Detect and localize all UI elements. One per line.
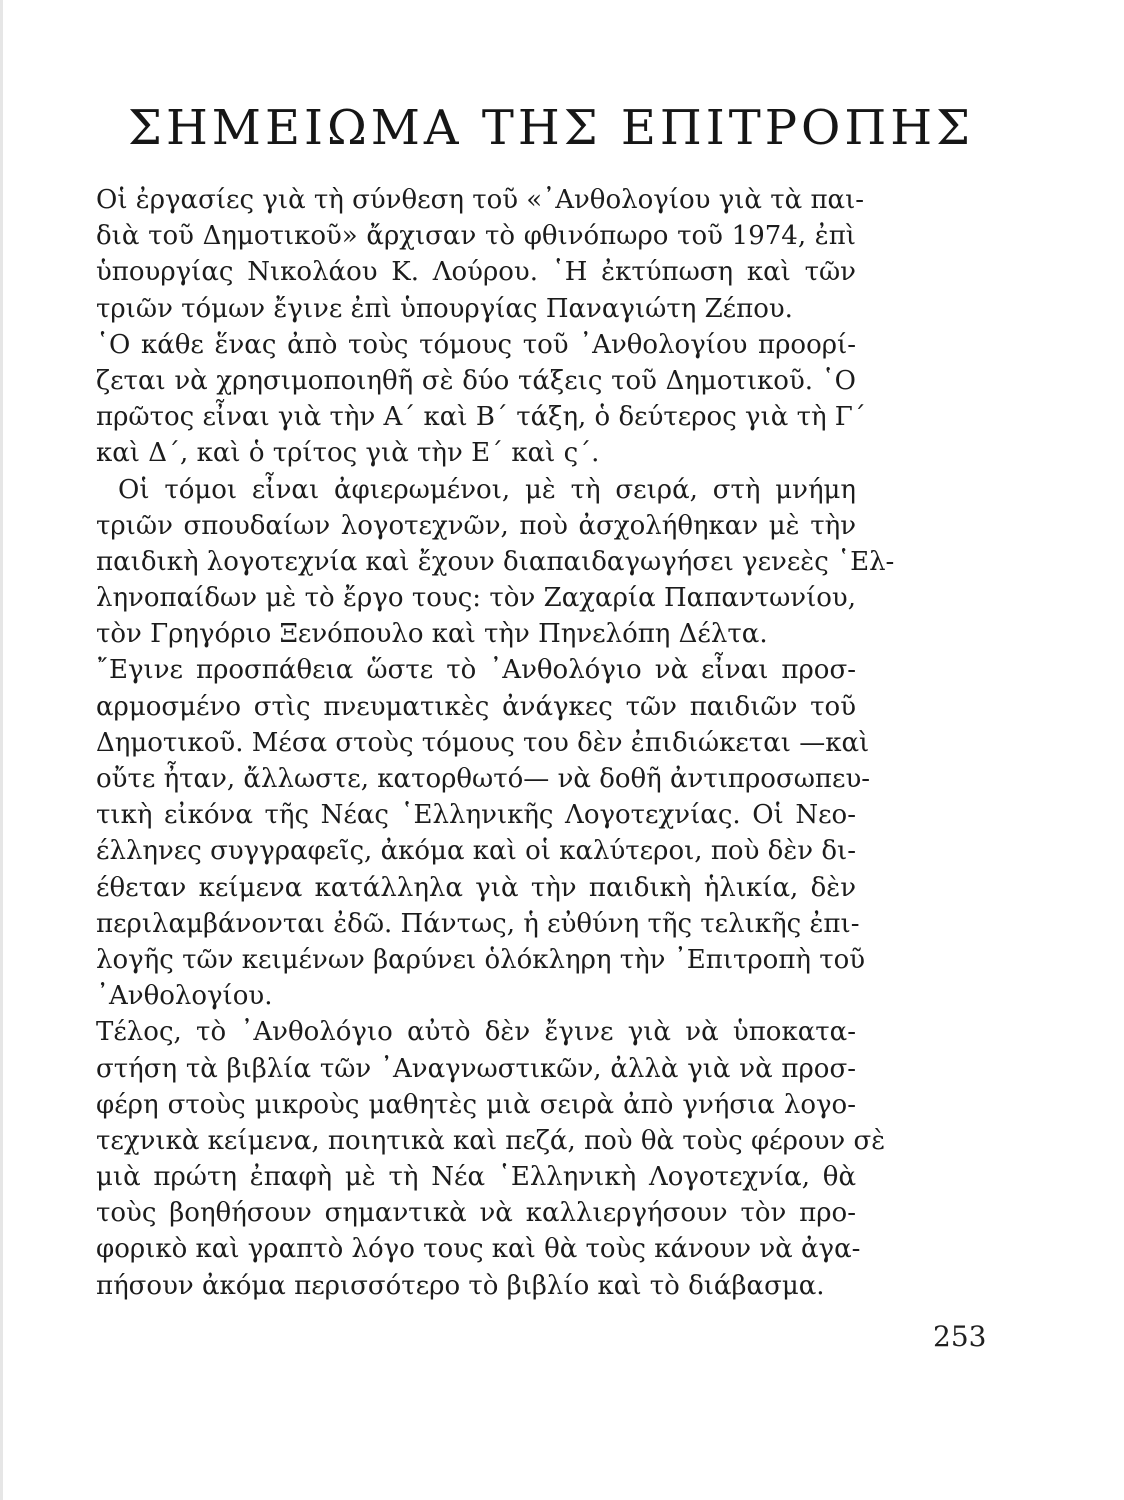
text-line: Οἱ τόμοι εἶναι ἀφιερωμένοι, μὲ τὴ σειρά, στὴ μνήμη <box>118 474 856 505</box>
text-line: αρμοσμένο στὶς πνευματικὲς ἀνάγκες τῶν παιδιῶν τοῦ <box>96 691 856 722</box>
text-line: έθεταν κείμενα κατάλληλα γιὰ τὴν παιδικὴ ἡλικία, δὲν <box>96 872 856 903</box>
page-title: ΣΗΜΕΙΩΜΑ ΤΗΣ ΕΠΙΤΡΟΠΗΣ <box>128 100 975 156</box>
paragraph-3 <box>96 472 895 653</box>
text-line: ῎Εγινε προσπάθεια ὥστε τὸ ᾿Ανθολόγιο νὰ εἶναι προσ- <box>96 655 856 686</box>
text-line: διὰ τοῦ Δημοτικοῦ» ἄρχισαν τὸ φθινόπωρο τοῦ 1974, ἐπὶ <box>96 221 856 252</box>
text-line: τοὺς βοηθήσουν σημαντικὰ νὰ καλλιεργήσουν τὸν προ- <box>96 1198 856 1229</box>
text-line: τεχνικὰ κείμενα, ποιητικὰ καὶ πεζά, ποὺ θὰ τοὺς φέρουν σὲ <box>96 1125 886 1156</box>
text-line: Οἱ ἐργασίες γιὰ τὴ σύνθεση τοῦ «᾿Ανθολογίου γιὰ τὰ παι- <box>96 185 865 215</box>
text-line: πρῶτος εἶναι γιὰ τὴν Α΄ καὶ Β΄ τάξη, ὁ δεύτερος γιὰ τὴ Γ΄ <box>96 402 866 433</box>
text-line: ῾Ο κάθε ἕνας ἀπὸ τοὺς τόμους τοῦ ᾿Ανθολογίου προορί- <box>96 329 856 360</box>
text-line: μιὰ πρώτη ἐπαφὴ μὲ τὴ Νέα ῾Ελληνικὴ Λογοτεχνία, θὰ <box>96 1162 856 1193</box>
text-line: ὑπουργίας Νικολάου Κ. Λούρου. ῾Η ἐκτύπωση καὶ τῶν <box>96 257 856 288</box>
text-line: περιλαμβάνονται ἐδῶ. Πάντως, ἡ εὐθύνη τῆς τελικῆς ἐπι- <box>96 908 860 939</box>
text-line: Δημοτικοῦ. Μέσα στοὺς τόμους του δὲν ἐπιδιώκεται —καὶ <box>96 727 870 758</box>
paragraph-5 <box>96 1014 886 1304</box>
text-line: πήσουν ἀκόμα περισσότερο τὸ βιβλίο καὶ τὸ διάβασμα. <box>96 1270 825 1301</box>
text-line: τικὴ εἰκόνα τῆς Νέας ῾Ελληνικῆς Λογοτεχνίας. Οἱ Νεο- <box>96 800 856 831</box>
paragraph-1 <box>96 182 865 327</box>
text-line: Τέλος, τὸ ᾿Ανθολόγιο αὐτὸ δὲν ἔγινε γιὰ νὰ ὑποκατα- <box>96 1017 856 1048</box>
text-line: έλληνες συγγραφεῖς, ἀκόμα καὶ οἱ καλύτεροι, ποὺ δὲν δι- <box>96 836 856 867</box>
text-line: ζεται νὰ χρησιμοποιηθῆ σὲ δύο τάξεις τοῦ Δημοτικοῦ. ῾Ο <box>96 365 856 396</box>
paragraph-4 <box>96 652 871 1014</box>
text-line: καὶ Δ΄, καὶ ὁ τρίτος γιὰ τὴν Ε΄ καὶ ς΄. <box>96 438 600 469</box>
text-line: φορικὸ καὶ γραπτὸ λόγο τους καὶ θὰ τοὺς κάνουν νὰ ἀγα- <box>96 1234 861 1265</box>
text-line: φέρη στοὺς μικροὺς μαθητὲς μιὰ σειρὰ ἀπὸ γνήσια λογο- <box>96 1089 856 1120</box>
text-line: τὸν Γρηγόριο Ξενόπουλο καὶ τὴν Πηνελόπη Δέλτα. <box>96 619 768 650</box>
text-line: λογῆς τῶν κειμένων βαρύνει ὁλόκληρη τὴν ᾿Επιτροπὴ τοῦ <box>96 944 866 975</box>
text-line: τριῶν τόμων ἔγινε ἐπὶ ὑπουργίας Παναγιώτη Ζέπου. <box>96 293 793 324</box>
text-line: ληνοπαίδων μὲ τὸ ἔργο τους: τὸν Ζαχαρία Παπαντωνίου, <box>96 583 856 614</box>
text-line: στήση τὰ βιβλία τῶν ᾿Αναγνωστικῶν, ἀλλὰ γιὰ νὰ προσ- <box>96 1053 856 1084</box>
text-line: ᾿Ανθολογίου. <box>96 981 273 1012</box>
text-line: παιδικὴ λογοτεχνία καὶ ἔχουν διαπαιδαγωγήσει γενεὲς ῾Ελ- <box>96 546 895 577</box>
text-line: οὔτε ἦταν, ἄλλωστε, κατορθωτό— νὰ δοθῆ ἀντιπροσωπευ- <box>96 764 871 794</box>
body-text <box>96 182 895 1304</box>
page-edge-shadow <box>0 0 3 1500</box>
text-line: τριῶν σπουδαίων λογοτεχνῶν, ποὺ ἀσχολήθηκαν μὲ τὴν <box>96 510 856 541</box>
paragraph-2 <box>96 327 866 472</box>
page-number: 253 <box>933 1320 987 1353</box>
